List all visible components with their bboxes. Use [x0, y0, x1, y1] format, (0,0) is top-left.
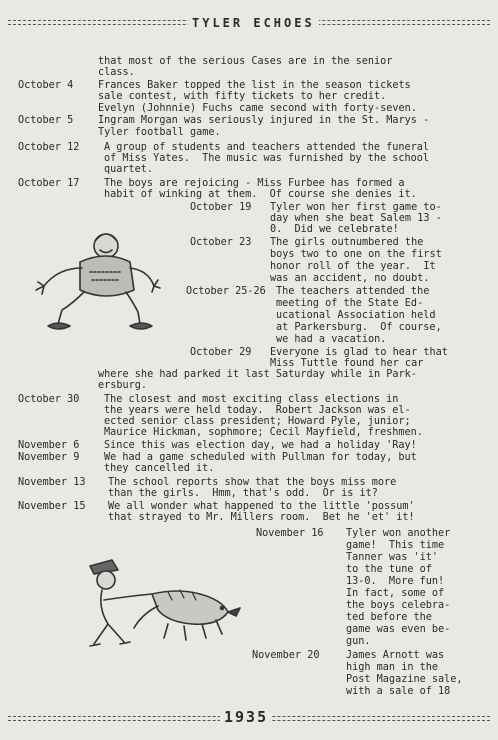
entry-14-line-2: Tanner was 'it' — [346, 552, 439, 563]
entry-8-date: October 29 — [190, 347, 252, 358]
entry-11-line-1: they cancelled it. — [104, 463, 215, 474]
entry-5-line-1: day when she beat Salem 13 - — [270, 213, 442, 224]
entry-14-line-5: In fact, some of — [346, 588, 445, 599]
header-title: TYLER ECHOES — [188, 16, 319, 30]
entry-1-line-2: Evelyn (Johnnie) Fuchs came second with forty-seven. — [98, 103, 417, 114]
entry-6-line-3: was an accident, no doubt. — [270, 273, 430, 284]
entry-4-line-0: The boys are rejoicing - Miss Furbee has formed a — [104, 178, 405, 189]
entry-1-line-0: Frances Baker topped the list in the season tickets — [98, 80, 411, 91]
entry-9-line-3: Maurice Hickman, sophmore; Cecil Mayfield, freshmen. — [104, 427, 423, 438]
entry-6-date: October 23 — [190, 237, 252, 248]
entry-3-date: October 12 — [18, 142, 80, 153]
footer-year: 1935 — [220, 708, 272, 726]
entry-3-line-0: A group of students and teachers attended the funeral — [104, 142, 430, 153]
entry-14-line-0: Tyler won another — [346, 528, 451, 539]
entry-14-date: November 16 — [256, 528, 324, 539]
entry-14-line-9: gun. — [346, 636, 371, 647]
entry-12-line-0: The school reports show that the boys miss more — [108, 477, 397, 488]
page-footer — [8, 706, 490, 730]
entry-15-line-1: high man in the — [346, 662, 439, 673]
entry-7-line-2: ucational Association held — [276, 310, 436, 321]
entry-7-line-1: meeting of the State Ed- — [276, 298, 424, 309]
entry-7-date: October 25-26 — [186, 286, 266, 297]
entry-11-line-0: We had a game scheduled with Pullman for today, but — [104, 452, 417, 463]
entry-3-line-2: quartet. — [104, 164, 154, 175]
entry-15-line-2: Post Magazine sale, — [346, 674, 463, 685]
entry-11-date: November 9 — [18, 452, 80, 463]
entry-8-line-2: where she had parked it last Saturday while in Park- — [98, 369, 417, 380]
entry-7-line-4: we had a vacation. — [276, 334, 387, 345]
entry-4-date: October 17 — [18, 178, 80, 189]
entry-9-line-0: The closest and most exciting class elections in — [104, 394, 399, 405]
entry-5-line-0: Tyler won her first game to- — [270, 202, 442, 213]
entry-5-date: October 19 — [190, 202, 252, 213]
entry-8-line-3: ersburg. — [98, 380, 148, 391]
page-header — [8, 8, 490, 38]
entry-13-line-0: We all wonder what happened to the little 'possum' — [108, 501, 415, 512]
entry-7-line-0: The teachers attended the — [276, 286, 430, 297]
entry-13-line-1: that strayed to Mr. Millers room. Bet he 'et' it! — [108, 512, 415, 523]
entry-1-date: October 4 — [18, 80, 74, 91]
entry-7-line-3: at Parkersburg. Of course, — [276, 322, 442, 333]
entry-13-date: November 15 — [18, 501, 86, 512]
entry-6-line-2: honor roll of the year. It — [270, 261, 436, 272]
entry-14-line-7: ted before the — [346, 612, 432, 623]
entry-0-line-0: that most of the serious Cases are in the senior — [98, 56, 393, 67]
entry-15-line-0: James Arnott was — [346, 650, 445, 661]
football-player-illustration — [18, 228, 168, 338]
entry-12-line-1: than the girls. Hmm, that's odd. Or is it? — [108, 488, 378, 499]
entry-1-line-1: sale contest, with fifty tickets to her credit. — [98, 91, 387, 102]
entry-5-line-2: 0. Did we celebrate! — [270, 224, 399, 235]
entry-14-line-1: game! This time — [346, 540, 445, 551]
entry-2-date: October 5 — [18, 115, 74, 126]
entry-9-date: October 30 — [18, 394, 80, 405]
entry-14-line-6: the boys celebra- — [346, 600, 451, 611]
entry-14-line-8: game was even be- — [346, 624, 451, 635]
entry-9-line-2: ected senior class president; Howard Pyle, junior; — [104, 416, 411, 427]
entry-14-line-3: to the tune of — [346, 564, 432, 575]
entry-8-line-0: Everyone is glad to hear that — [270, 347, 448, 358]
possum-chase-illustration — [72, 548, 252, 658]
entry-2-line-0: Ingram Morgan was seriously injured in the St. Marys - — [98, 115, 430, 126]
entry-4-line-1: habit of winking at them. Of course she denies it. — [104, 189, 417, 200]
entry-6-line-0: The girls outnumbered the — [270, 237, 424, 248]
entry-10-date: November 6 — [18, 440, 80, 451]
entry-12-date: November 13 — [18, 477, 86, 488]
entry-0-line-1: class. — [98, 67, 135, 78]
entry-15-date: November 20 — [252, 650, 320, 661]
entry-3-line-1: of Miss Yates. The music was furnished by the school — [104, 153, 430, 164]
entry-15-line-3: with a sale of 18 — [346, 686, 451, 697]
entry-10-line-0: Since this was election day, we had a holiday 'Ray! — [104, 440, 417, 451]
entry-2-line-1: Tyler football game. — [98, 127, 221, 138]
entry-9-line-1: the years were held today. Robert Jackson was el- — [104, 405, 411, 416]
entry-8-line-1: Miss Tuttle found her car — [270, 358, 424, 369]
entry-14-line-4: 13-0. More fun! — [346, 576, 445, 587]
entry-6-line-1: boys two to one on the first — [270, 249, 442, 260]
